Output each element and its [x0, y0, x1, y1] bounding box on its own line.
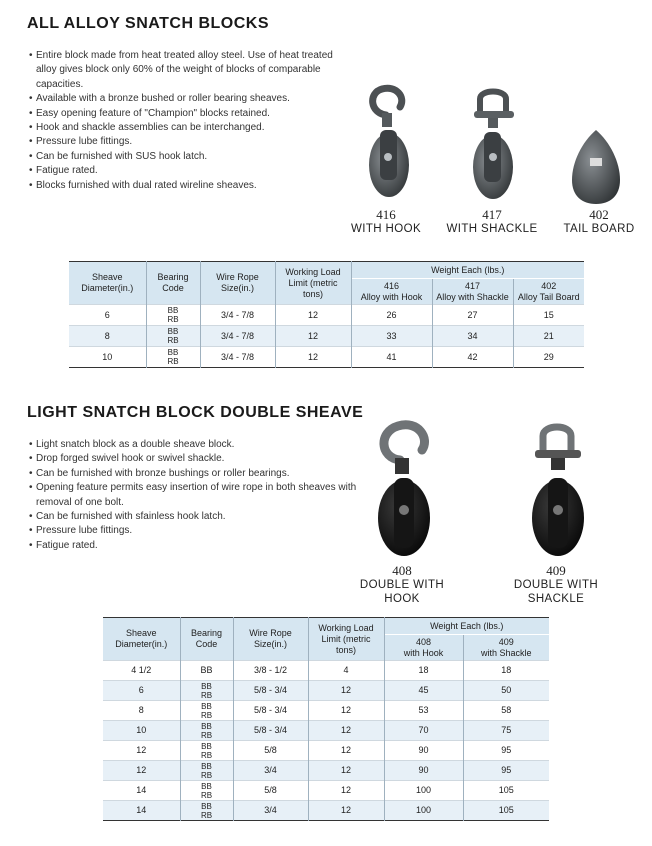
cell-weight-409: 50: [463, 681, 549, 701]
cell-weight-408: 45: [384, 681, 463, 701]
cell-bearing-code: [180, 801, 233, 821]
feature-item: • Easy opening feature of "Champion" blocks retained.: [29, 107, 349, 121]
cell-bearing-code: [180, 741, 233, 761]
cell-bearing-code: [146, 305, 200, 326]
cell-diameter: 10: [69, 347, 146, 368]
cell-load: 12: [308, 701, 384, 721]
feature-item: • Light snatch block as a double sheave block.: [29, 438, 359, 452]
header-working-load-limit: Working Load Limit (metric tons): [275, 262, 351, 305]
code-bb: BB: [167, 348, 179, 357]
code-rb: RB: [200, 770, 213, 780]
header-bearing-code: Bearing Code: [180, 618, 233, 661]
cell-weight-417: 27: [432, 305, 513, 326]
cell-weight-408: 70: [384, 721, 463, 741]
cell-weight-417: 42: [432, 347, 513, 368]
cell-rope: 5/8 - 3/4: [233, 721, 308, 741]
feature-item: • Pressure lube fittings.: [29, 524, 359, 538]
cell-bearing-code: [180, 781, 233, 801]
cell-rope: 5/8 - 3/4: [233, 681, 308, 701]
cell-diameter: 6: [103, 681, 180, 701]
header-402: [513, 279, 584, 305]
cell-bearing-code: [180, 761, 233, 781]
code-bb: BB: [167, 306, 179, 315]
cell-weight-408: 90: [384, 761, 463, 781]
code-rb: RB: [167, 357, 179, 366]
table-row: [69, 326, 584, 347]
cell-weight-416: 41: [351, 347, 432, 368]
table-row: [103, 701, 549, 721]
table-row: [103, 801, 549, 821]
cell-bearing-code: [180, 661, 233, 681]
feature-item: • Entire block made from heat treated alloy steel. Use of heat treated alloy gives block only 60% of the weight of blocks of comparable capacities.: [29, 49, 349, 92]
feature-item: • Can be furnished with bronze bushings or roller bearings.: [29, 467, 359, 481]
code-bb: BB: [201, 721, 212, 731]
product-402: [555, 208, 643, 236]
model-number: 409: [498, 636, 514, 647]
double-block-with-hook-image: [370, 420, 440, 560]
cell-weight-408: 90: [384, 741, 463, 761]
code-bb: BB: [200, 665, 213, 675]
cell-rope: 5/8 - 3/4: [233, 701, 308, 721]
block-tail-board-image: [570, 128, 622, 206]
feature-item: • Fatigue rated.: [29, 539, 359, 553]
cell-diameter: 12: [103, 741, 180, 761]
feature-item: • Drop forged swivel hook or swivel shackle.: [29, 452, 359, 466]
product-417: [442, 208, 542, 236]
product-caption: WITH SHACKLE: [446, 223, 538, 235]
section2-title: LIGHT SNATCH BLOCK DOUBLE SHEAVE: [27, 404, 364, 421]
cell-rope: 3/4 - 7/8: [200, 347, 275, 368]
code-rb: RB: [167, 336, 179, 345]
code-bb: BB: [201, 801, 212, 811]
header-wire-rope-size: Wire Rope Size(in.): [233, 618, 308, 661]
cell-weight-402: 21: [513, 326, 584, 347]
table-row: [103, 741, 549, 761]
cell-bearing-code: [180, 701, 233, 721]
cell-weight-408: 100: [384, 781, 463, 801]
code-rb: RB: [200, 750, 213, 760]
header-sheave-diameter: Sheave Diameter(in.): [103, 618, 180, 661]
table-row: [103, 721, 549, 741]
model-number: 417: [464, 280, 481, 291]
feature-item: • Hook and shackle assemblies can be interchanged.: [29, 121, 349, 135]
cell-diameter: 12: [103, 761, 180, 781]
cell-rope: 3/4: [233, 801, 308, 821]
cell-weight-409: 18: [463, 661, 549, 681]
product-416: [343, 208, 429, 236]
feature-item: • Available with a bronze bushed or roller bearing sheaves.: [29, 92, 349, 106]
model-label: Alloy with Shackle: [436, 291, 509, 302]
header-409: [463, 635, 549, 661]
cell-diameter: 10: [103, 721, 180, 741]
cell-weight-416: 33: [351, 326, 432, 347]
cell-weight-409: 58: [463, 701, 549, 721]
feature-item: • Pressure lube fittings.: [29, 135, 349, 149]
code-bb: BB: [201, 761, 212, 771]
model-number: 416: [383, 280, 400, 291]
table-row: [103, 781, 549, 801]
code-rb: RB: [167, 315, 179, 324]
section2-spec-table: [103, 617, 549, 821]
block-with-shackle-image: [466, 87, 522, 205]
product-caption: DOUBLE WITH SHACKLE: [513, 579, 599, 605]
cell-load: 4: [308, 661, 384, 681]
block-with-hook-image: [360, 85, 420, 205]
cell-diameter: 4 1/2: [103, 661, 180, 681]
cell-load: 12: [308, 681, 384, 701]
cell-bearing-code: [180, 721, 233, 741]
cell-rope: 5/8: [233, 781, 308, 801]
model-label: Alloy Tail Board: [517, 291, 580, 302]
product-caption: WITH HOOK: [350, 223, 422, 235]
header-working-load-limit: Working Load Limit (metric tons): [308, 618, 384, 661]
cell-weight-417: 34: [432, 326, 513, 347]
cell-load: 12: [275, 326, 351, 347]
cell-weight-408: 53: [384, 701, 463, 721]
cell-weight-402: 29: [513, 347, 584, 368]
table-row: [103, 761, 549, 781]
cell-rope: 5/8: [233, 741, 308, 761]
cell-weight-416: 26: [351, 305, 432, 326]
feature-item: • Blocks furnished with dual rated wireline sheaves.: [29, 179, 349, 193]
section1-features: [29, 49, 349, 193]
feature-item: • Opening feature permits easy insertion of wire rope in both sheaves with removal of one bolt.: [29, 481, 359, 510]
product-408: [342, 564, 462, 606]
product-number: 409: [546, 563, 566, 578]
code-rb: RB: [200, 790, 213, 800]
code-bb: BB: [201, 781, 212, 791]
cell-weight-409: 95: [463, 741, 549, 761]
cell-load: 12: [308, 741, 384, 761]
model-label: Alloy with Hook: [360, 291, 423, 302]
feature-item: • Can be furnished with SUS hook latch.: [29, 150, 349, 164]
cell-diameter: 8: [69, 326, 146, 347]
model-label: with Hook: [403, 647, 444, 658]
header-sheave-diameter: Sheave Diameter(in.): [69, 262, 146, 305]
cell-load: 12: [308, 781, 384, 801]
header-weight-each: Weight Each (lbs.): [384, 618, 549, 635]
cell-rope: 3/4 - 7/8: [200, 326, 275, 347]
code-bb: BB: [201, 741, 212, 751]
product-409: [486, 564, 626, 606]
product-number: 402: [589, 207, 609, 222]
header-408: [384, 635, 463, 661]
cell-bearing-code: [146, 347, 200, 368]
code-rb: RB: [200, 810, 213, 820]
cell-weight-409: 95: [463, 761, 549, 781]
cell-load: 12: [275, 305, 351, 326]
cell-weight-408: 18: [384, 661, 463, 681]
header-416: [351, 279, 432, 305]
section1-title: ALL ALLOY SNATCH BLOCKS: [27, 15, 270, 32]
model-number: 402: [541, 280, 557, 291]
section1-spec-table: [69, 261, 584, 368]
cell-load: 12: [308, 721, 384, 741]
cell-weight-409: 105: [463, 781, 549, 801]
product-number: 408: [392, 563, 412, 578]
cell-diameter: 8: [103, 701, 180, 721]
model-number: 408: [415, 636, 432, 647]
cell-load: 12: [308, 801, 384, 821]
header-wire-rope-size: Wire Rope Size(in.): [200, 262, 275, 305]
feature-item: • Can be furnished with sfainless hook latch.: [29, 510, 359, 524]
cell-rope: 3/4: [233, 761, 308, 781]
code-rb: RB: [200, 730, 213, 740]
cell-load: 12: [308, 761, 384, 781]
code-rb: RB: [200, 690, 213, 700]
table-row: [69, 305, 584, 326]
cell-rope: 3/8 - 1/2: [233, 661, 308, 681]
cell-weight-409: 75: [463, 721, 549, 741]
code-rb: RB: [200, 710, 213, 720]
cell-load: 12: [275, 347, 351, 368]
code-bb: BB: [201, 681, 212, 691]
cell-bearing-code: [146, 326, 200, 347]
cell-diameter: 14: [103, 801, 180, 821]
table-row: [103, 661, 549, 681]
header-weight-each: Weight Each (lbs.): [351, 262, 584, 279]
feature-item: • Fatigue rated.: [29, 164, 349, 178]
cell-bearing-code: [180, 681, 233, 701]
cell-diameter: 14: [103, 781, 180, 801]
section2-features: [29, 438, 359, 553]
table-row: [103, 681, 549, 701]
product-caption: TAIL BOARD: [563, 223, 635, 235]
code-bb: BB: [167, 327, 179, 336]
code-bb: BB: [201, 701, 212, 711]
cell-weight-409: 105: [463, 801, 549, 821]
product-caption: DOUBLE WITH HOOK: [359, 579, 445, 605]
product-number: 417: [482, 207, 502, 222]
cell-rope: 3/4 - 7/8: [200, 305, 275, 326]
model-label: with Shackle: [480, 647, 532, 658]
header-417: [432, 279, 513, 305]
cell-weight-402: 15: [513, 305, 584, 326]
double-block-with-shackle-image: [525, 422, 591, 560]
cell-diameter: 6: [69, 305, 146, 326]
table-row: [69, 347, 584, 368]
header-bearing-code: Bearing Code: [146, 262, 200, 305]
cell-weight-408: 100: [384, 801, 463, 821]
product-number: 416: [376, 207, 396, 222]
